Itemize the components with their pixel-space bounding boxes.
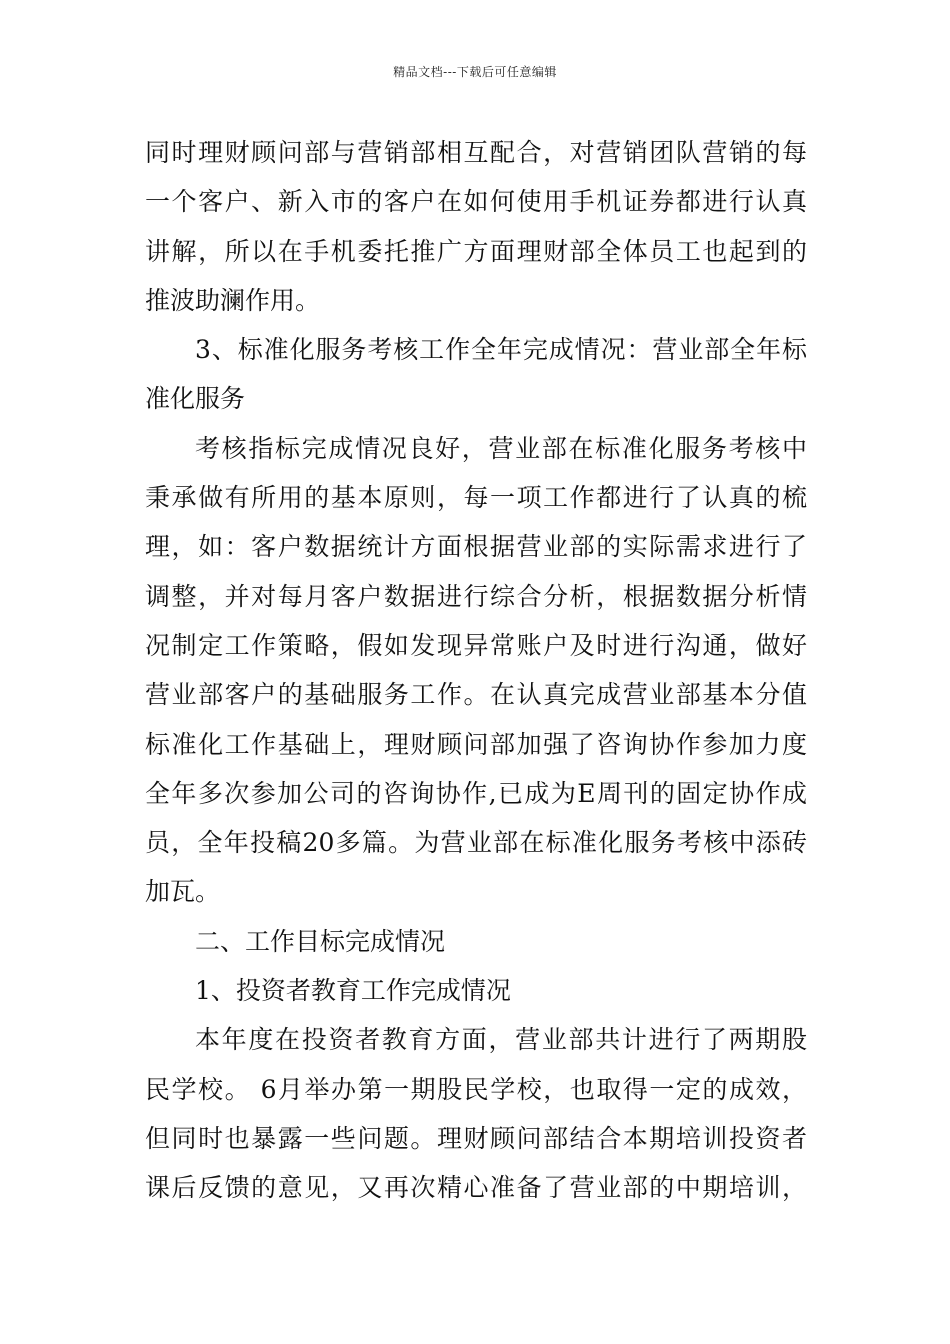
text-line: 3、标准化服务考核工作全年完成情况：营业部全年标 [195,335,807,365]
text-line: 理，如：客户数据统计方面根据营业部的实际需求进行了 [145,532,807,562]
text-line: 营业部客户的基础服务工作。在认真完成营业部基本分值 [145,680,807,710]
text-line: 但同时也暴露一些问题。理财顾问部结合本期培训投资者 [145,1123,807,1153]
text-line: 况制定工作策略，假如发现异常账户及时进行沟通，做好 [145,630,807,660]
text-line: 课后反馈的意见，又再次精心准备了营业部的中期培训， [145,1173,807,1203]
text-line: 员，全年投稿20多篇。为营业部在标准化服务考核中添砖 [145,828,807,858]
text-line: 考核指标完成情况良好，营业部在标准化服务考核中 [195,433,807,463]
text-line: 标准化工作基础上，理财顾问部加强了咨询协作参加力度 [145,729,807,759]
text-line: 全年多次参加公司的咨询协作,已成为E周刊的固定协作成 [145,778,807,808]
text-line: 调整，并对每月客户数据进行综合分析，根据数据分析情 [145,581,807,611]
text-line: 本年度在投资者教育方面，营业部共计进行了两期股 [195,1025,807,1055]
document-body [145,128,807,1213]
text-line: 1、投资者教育工作完成情况 [195,976,511,1006]
text-line: 同时理财顾问部与营销部相互配合，对营销团队营销的每 [145,138,807,167]
text-line: 民学校。 6月举办第一期股民学校，也取得一定的成效， [145,1074,807,1104]
text-line: 准化服务 [145,384,246,414]
text-line: 一个客户、新入市的客户在如何使用手机证券都进行认真 [145,187,807,217]
text-line: 推波助澜作用。 [145,285,321,315]
text-line: 秉承做有所用的基本原则，每一项工作都进行了认真的梳 [145,483,807,513]
text-line: 加瓦。 [145,877,221,907]
text-line: 讲解，所以在手机委托推广方面理财部全体员工也起到的 [145,236,807,266]
page-header: 精品文档---下载后可任意编辑 [393,65,557,79]
text-line: 二、工作目标完成情况 [195,926,446,956]
